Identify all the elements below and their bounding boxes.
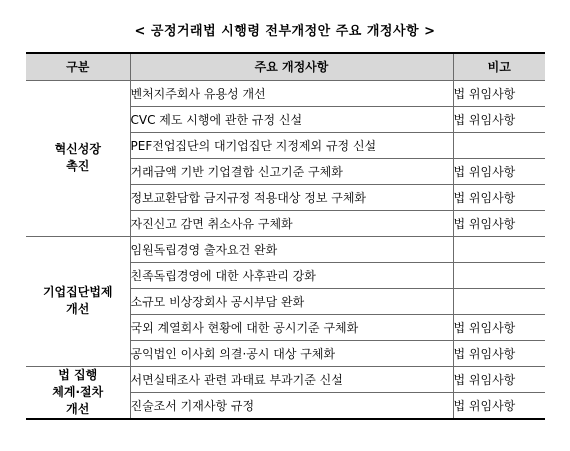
remark [453,236,545,262]
category-cell [26,236,130,366]
remark: 법 위임사항 [453,366,545,392]
table-header-row [26,53,545,80]
remark [453,132,545,158]
change-item: CVC 제도 시행에 관한 규정 신설 [130,106,453,132]
header-main-changes: 주요 개정사항 [130,53,453,80]
category-label-line: 개선 [66,401,90,416]
change-item: 거래금액 기반 기업결합 신고기준 구체화 [130,158,453,184]
category-cell [26,80,130,236]
change-item: 국외 계열회사 현황에 대한 공시기준 구체화 [130,314,453,340]
category-label-line: 체계·절차 [52,384,104,399]
category-label-line: 기업집단법제 [42,285,113,299]
table-row [26,236,545,262]
amendments-table [26,52,545,420]
change-item: PEF전업집단의 대기업집단 지정제외 규정 신설 [130,132,453,158]
change-item: 공익법인 이사회 의결·공시 대상 구체화 [130,340,453,366]
table-row [26,80,545,106]
change-item: 소규모 비상장회사 공시부담 완화 [130,288,453,314]
change-item: 임원독립경영 출자요건 완화 [130,236,453,262]
document-title: < 공정거래법 시행령 전부개정안 주요 개정사항 > [134,24,436,39]
header-remarks: 비고 [453,53,545,80]
category-label-line: 개선 [66,302,90,316]
change-item: 서면실태조사 관련 과태료 부과기준 신설 [130,366,453,392]
category-cell [26,366,130,419]
change-item: 정보교환담합 금지규정 적용대상 정보 구체화 [130,184,453,210]
change-item: 벤처지주회사 유용성 개선 [130,80,453,106]
change-item: 자진신고 감면 취소사유 구체화 [130,210,453,236]
category-label-line: 혁신성장 [54,142,101,156]
remark: 법 위임사항 [453,158,545,184]
remark [453,288,545,314]
table-row [26,366,545,392]
header-category: 구분 [26,53,130,80]
remark: 법 위임사항 [453,340,545,366]
change-item: 진술조서 기재사항 규정 [130,392,453,418]
remark: 법 위임사항 [453,314,545,340]
change-item: 친족독립경영에 대한 사후관리 강화 [130,262,453,288]
remark: 법 위임사항 [453,392,545,418]
category-label-line: 법 집행 [58,367,98,382]
remark: 법 위임사항 [453,106,545,132]
category-label-line: 촉진 [66,159,90,173]
remark: 법 위임사항 [453,80,545,106]
remark [453,262,545,288]
remark: 법 위임사항 [453,184,545,210]
remark: 법 위임사항 [453,210,545,236]
